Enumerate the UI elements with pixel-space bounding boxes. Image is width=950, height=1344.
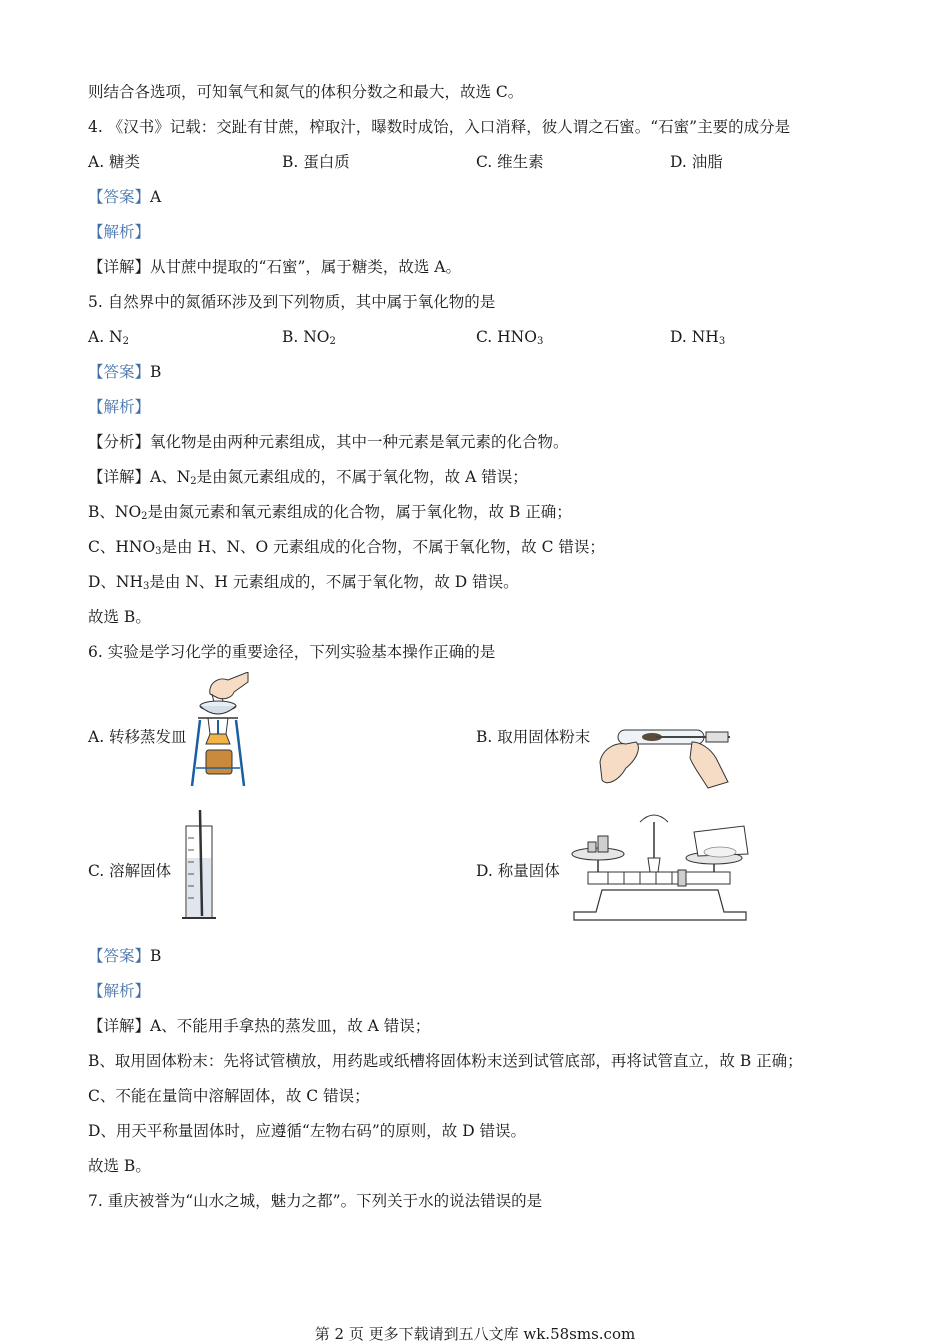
option-a: A. 转移蒸发皿 bbox=[88, 728, 187, 746]
text-line: 则结合各选项，可知氧气和氮气的体积分数之和最大，故选 C。 bbox=[88, 83, 524, 101]
analysis-line bbox=[88, 432, 569, 452]
option-d: D. 油脂 bbox=[670, 153, 723, 171]
detail-line: C、$HNO_3$是由 H、N、O 元素组成的化合物，不属于氧化物，故 C 错误； bbox=[88, 538, 605, 557]
question-4: 4. 《汉书》记载：交趾有甘蔗，榨取汁，曝数时成饴，入口消释，彼人谓之石蜜。“石蜜”主要的成分是 bbox=[88, 118, 791, 136]
answer-value: A bbox=[150, 188, 162, 206]
detail-line: C、不能在量筒中溶解固体，故 C 错误； bbox=[88, 1087, 370, 1105]
answer-value: B bbox=[150, 363, 162, 381]
option-b: B. 蛋白质 bbox=[282, 153, 350, 171]
option-b: B. $NO_2$ bbox=[282, 328, 336, 347]
detail-line: 【详解】A、$N_2$是由氮元素组成的，不属于氧化物，故 A 错误； bbox=[88, 468, 528, 487]
balance-figure bbox=[568, 808, 752, 926]
evaporating-dish-figure bbox=[188, 672, 250, 790]
option-a: A. 糖类 bbox=[88, 153, 141, 171]
detail-line: B、$NO_2$是由氮元素和氧元素组成的化合物，属于氧化物，故 B 正确； bbox=[88, 503, 572, 522]
detail-line: 【详解】A、不能用手拿热的蒸发皿，故 A 错误； bbox=[88, 1017, 431, 1035]
question-6: 6. 实验是学习化学的重要途径，下列实验基本操作正确的是 bbox=[88, 643, 496, 661]
detail-line bbox=[88, 257, 461, 277]
analysis-sub-tag: 【分析】 bbox=[88, 433, 151, 451]
detail-tag: 【详解】 bbox=[88, 468, 151, 486]
measuring-cylinder-figure bbox=[180, 808, 220, 924]
question-5: 5. 自然界中的氮循环涉及到下列物质，其中属于氧化物的是 bbox=[88, 293, 496, 311]
answer-value: B bbox=[150, 947, 162, 965]
option-c: C. $HNO_3$ bbox=[476, 328, 544, 347]
page-footer: 第 2 页 更多下载请到五八文库 wk.58sms.com bbox=[314, 1325, 636, 1343]
analysis-tag: 【解析】 bbox=[88, 398, 151, 416]
conclusion: 故选 B。 bbox=[88, 1157, 151, 1175]
option-a: A. $N_2$ bbox=[88, 328, 129, 347]
conclusion: 故选 B。 bbox=[88, 608, 151, 626]
analysis-tag: 【解析】 bbox=[88, 982, 151, 1000]
option-c: C. 溶解固体 bbox=[88, 862, 172, 880]
detail-tag: 【详解】 bbox=[88, 1017, 151, 1035]
answer-line bbox=[88, 946, 161, 966]
detail-line: D、$NH_3$是由 N、H 元素组成的，不属于氧化物，故 D 错误。 bbox=[88, 573, 519, 592]
option-b: B. 取用固体粉末 bbox=[476, 728, 591, 746]
answer-line bbox=[88, 187, 161, 207]
option-d: D. $NH_3$ bbox=[670, 328, 726, 347]
detail-text: 从甘蔗中提取的“石蜜”，属于糖类，故选 A。 bbox=[150, 258, 461, 276]
detail-line: B、取用固体粉末：先将试管横放，用药匙或纸槽将固体粉末送到试管底部，再将试管直立，故 B 正确； bbox=[88, 1052, 803, 1070]
answer-line bbox=[88, 362, 161, 382]
answer-tag: 【答案】 bbox=[88, 947, 151, 965]
detail-tag: 【详解】 bbox=[88, 258, 151, 276]
analysis-text: 氧化物是由两种元素组成，其中一种元素是氧元素的化合物。 bbox=[150, 433, 569, 451]
option-c: C. 维生素 bbox=[476, 153, 544, 171]
option-d: D. 称量固体 bbox=[476, 862, 560, 880]
question-7: 7. 重庆被誉为“山水之城，魅力之都”。下列关于水的说法错误的是 bbox=[88, 1192, 543, 1210]
test-tube-powder-figure bbox=[596, 712, 732, 792]
detail-line: D、用天平称量固体时，应遵循“左物右码”的原则，故 D 错误。 bbox=[88, 1122, 527, 1140]
answer-tag: 【答案】 bbox=[88, 363, 151, 381]
answer-tag: 【答案】 bbox=[88, 188, 151, 206]
analysis-tag: 【解析】 bbox=[88, 223, 151, 241]
